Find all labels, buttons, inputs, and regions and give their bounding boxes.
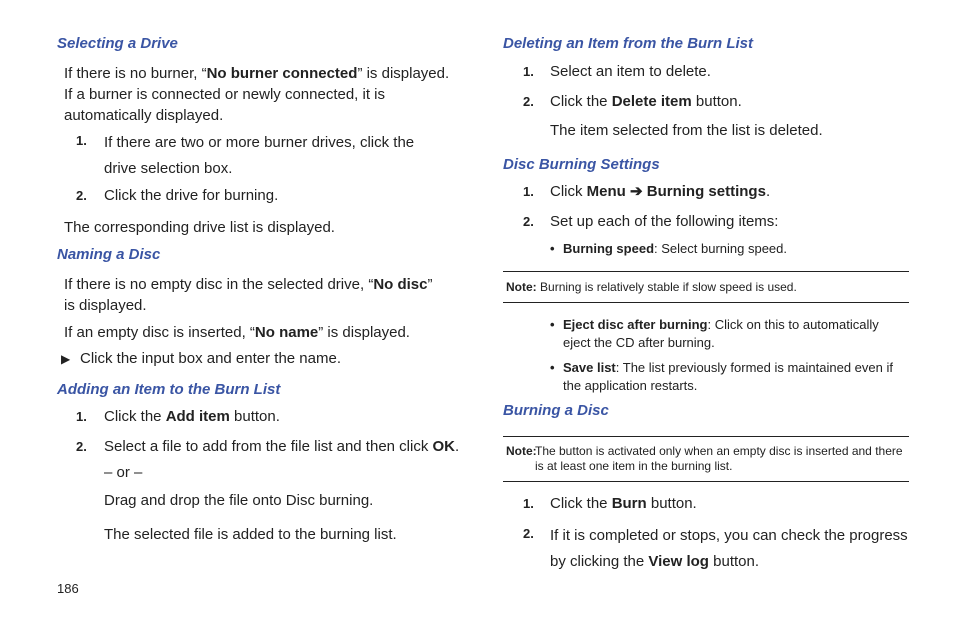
note-rule-top	[503, 436, 909, 437]
adding-result: The selected file is added to the burning list.	[104, 526, 397, 543]
bullet-burning-speed	[563, 240, 787, 258]
page-number: 186	[57, 581, 79, 596]
step-text-post: .	[765, 183, 771, 200]
bullet-glyph: •	[550, 241, 555, 256]
note-label: Note:	[506, 280, 537, 294]
step-text-post: button.	[229, 408, 280, 425]
step-number: 1.	[76, 409, 87, 424]
note-button: The button is activated only when an empty disc is inserted and there is at least one item in the burning list.	[535, 444, 903, 473]
triangle-bullet-icon: ▶	[61, 352, 71, 366]
step-text: Click	[550, 183, 587, 200]
bullet-bold: Burning speed	[563, 241, 655, 256]
step-number: 1.	[523, 184, 534, 199]
intro-text: If there is no burner, “	[64, 65, 207, 82]
step-number: 1.	[523, 64, 534, 79]
step-number: 2.	[76, 188, 87, 203]
bullet-bold: Save list	[563, 360, 616, 375]
deleting-result: The item selected from the list is deleted.	[550, 122, 823, 139]
naming-bullet: Click the input box and enter the name.	[80, 350, 341, 367]
bullet-save-list	[563, 359, 909, 395]
note-rule-top	[503, 271, 909, 272]
heading-disc-burning-settings: Disc Burning Settings	[503, 156, 660, 173]
note-label	[506, 444, 537, 459]
naming-p2-text: If an empty disc is inserted, “	[64, 324, 255, 341]
naming-p2-bold: No name	[254, 324, 319, 341]
adding-step-2	[104, 436, 459, 457]
heading-adding-an-item: Adding an Item to the Burn List	[57, 381, 281, 398]
bullet-dot-icon	[550, 359, 555, 377]
intro-text-post: ” is displayed. If a burner is connected or newly connected, it is automatically displayed.	[64, 65, 450, 124]
step-text-post: .	[455, 438, 460, 455]
deleting-step-1: Select an item to delete.	[550, 63, 711, 80]
step-bold: Delete item	[611, 93, 692, 110]
burning-settings-bold: Burning settings	[646, 183, 766, 200]
step-bold: Burn	[611, 495, 647, 512]
settings-step-2: Set up each of the following items:	[550, 213, 779, 230]
selecting-intro	[64, 63, 454, 126]
note-rule-bottom	[503, 302, 909, 303]
step-number: 1.	[76, 133, 87, 148]
note-speed	[506, 280, 906, 295]
step-bold: Add item	[165, 408, 230, 425]
heading-deleting-an-item: Deleting an Item from the Burn List	[503, 35, 754, 52]
naming-p1-post: ” is displayed.	[64, 276, 433, 314]
selecting-result: The corresponding drive list is displayed.	[64, 219, 335, 236]
heading-selecting-a-drive: Selecting a Drive	[57, 35, 178, 52]
burning-step-2	[550, 523, 910, 575]
step-number: 1.	[523, 496, 534, 511]
note-label-text: Note:	[506, 444, 537, 458]
naming-p2-post: ” is displayed.	[318, 324, 410, 341]
step-text: Select a file to add from the file list and then click	[104, 438, 433, 455]
naming-p1	[64, 274, 444, 316]
selecting-step-2: Click the drive for burning.	[104, 187, 279, 204]
arrow-right-icon: ➔	[630, 183, 643, 200]
naming-p2	[64, 322, 410, 343]
step-text: Click the	[550, 495, 612, 512]
intro-bold: No burner connected	[206, 65, 358, 82]
naming-p1-bold: No disc	[373, 276, 428, 293]
settings-step-1	[550, 181, 770, 202]
bullet-bold: Eject disc after burning	[563, 317, 708, 332]
step-text-post: button.	[708, 553, 760, 570]
note-text: Burning is relatively stable if slow speed is used.	[540, 280, 797, 294]
step-text: If it is completed or stops, you can check the progress by clicking the	[550, 527, 908, 570]
bullet-glyph: •	[550, 317, 555, 332]
selecting-step-1: If there are two or more burner drives, click the drive selection box.	[104, 134, 415, 177]
burning-step-1	[550, 493, 697, 514]
heading-naming-a-disc: Naming a Disc	[57, 246, 161, 263]
step-bold: OK	[432, 438, 455, 455]
naming-p1-text: If there is no empty disc in the selected drive, “	[64, 276, 374, 293]
step-number: 2.	[523, 214, 534, 229]
deleting-step-2	[550, 91, 742, 112]
step-number: 2.	[76, 439, 87, 454]
step-text-post: button.	[646, 495, 697, 512]
adding-step-1	[104, 406, 280, 427]
adding-or: – or –	[104, 464, 143, 481]
bullet-text: : Select burning speed.	[654, 241, 787, 256]
adding-alt: Drag and drop the file onto Disc burning.	[104, 492, 374, 509]
bullet-eject	[563, 316, 909, 352]
menu-bold: Menu	[586, 183, 626, 200]
step-text: Click the	[104, 408, 166, 425]
step-bold: View log	[648, 553, 709, 570]
bullet-text: : Click on this to automatically eject the CD after burning.	[563, 317, 879, 350]
step-number: 2.	[523, 94, 534, 109]
note-rule-bottom	[503, 481, 909, 482]
step-text: Click the	[550, 93, 612, 110]
heading-burning-a-disc: Burning a Disc	[503, 402, 609, 419]
step-number: 2.	[523, 526, 534, 541]
bullet-glyph: •	[550, 360, 555, 375]
step-text-post: button.	[691, 93, 742, 110]
bullet-dot-icon	[550, 316, 555, 334]
bullet-dot-icon	[550, 240, 555, 258]
bullet-text: : The list previously formed is maintained even if the application restarts.	[563, 360, 893, 393]
